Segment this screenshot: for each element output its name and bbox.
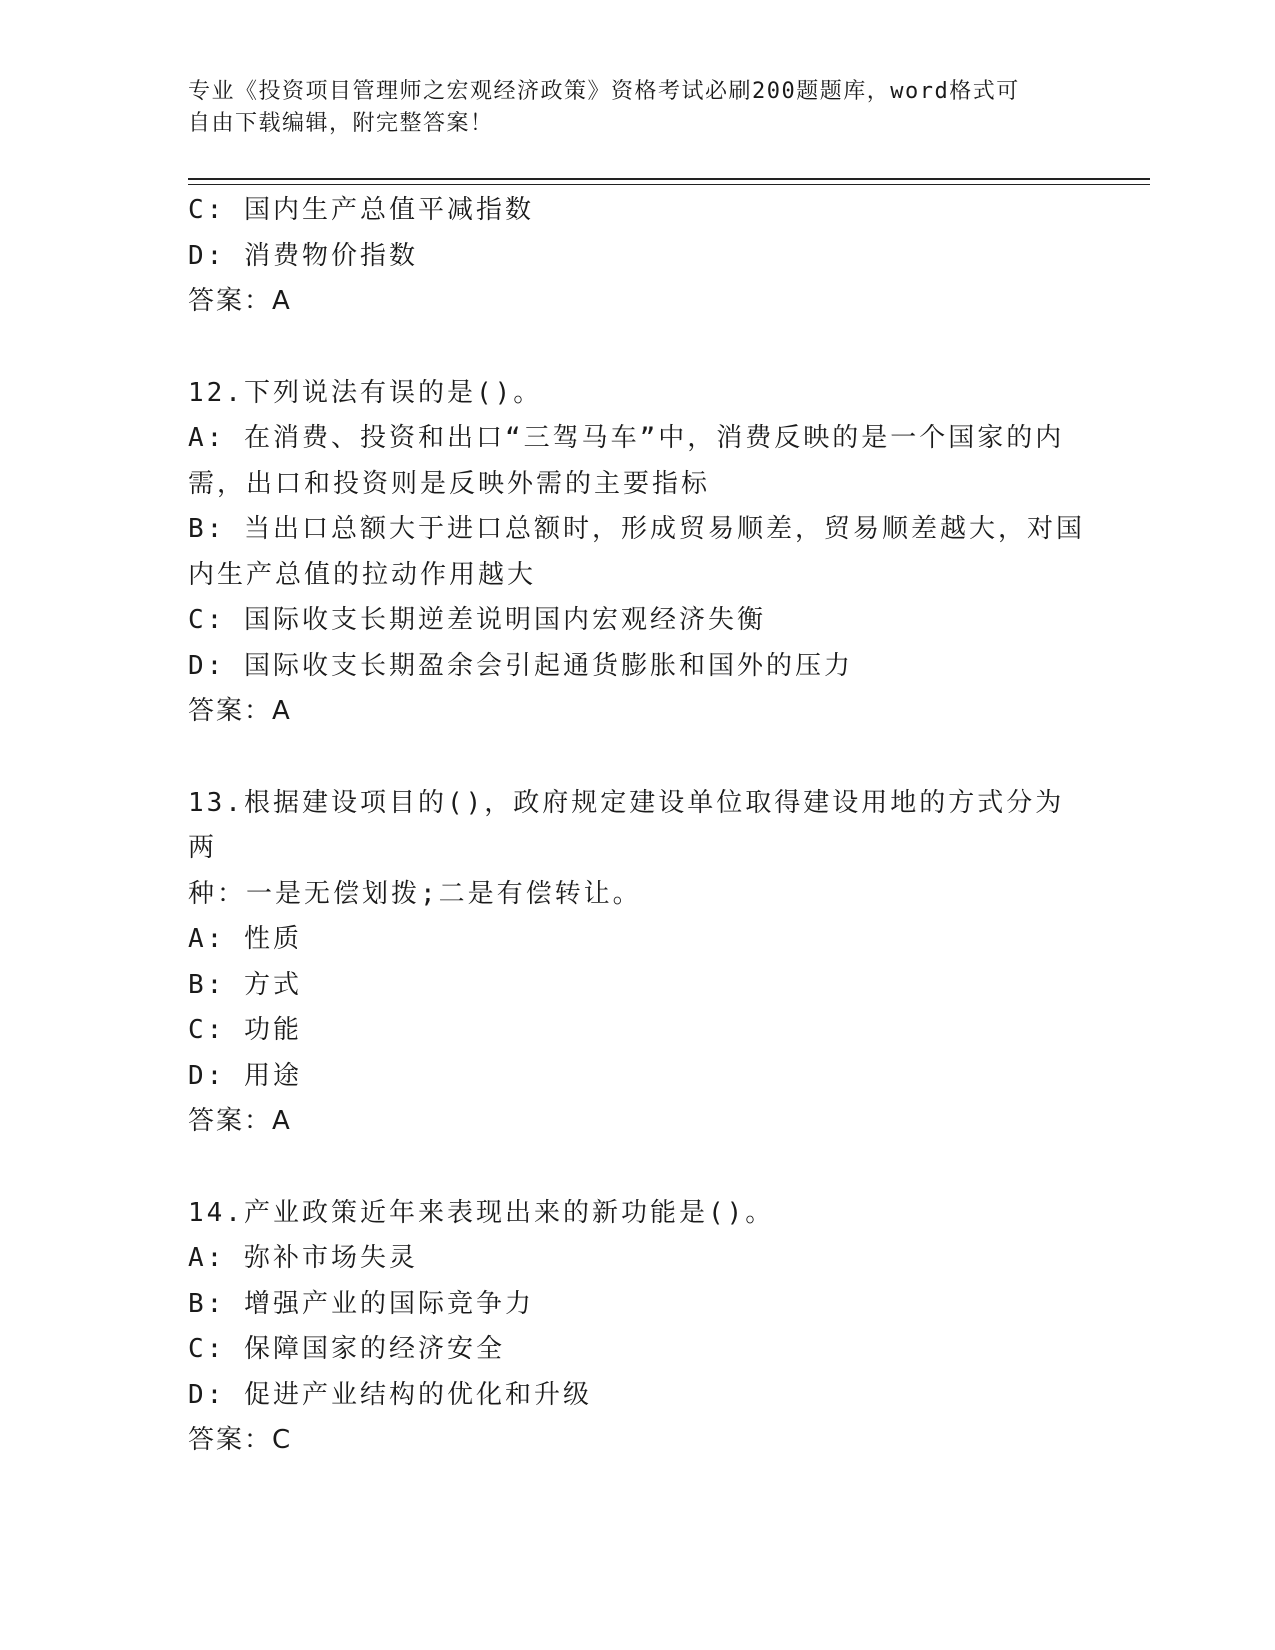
header-divider-thin [188, 184, 1150, 185]
question-stem: 12.下列说法有误的是()。 [188, 377, 543, 408]
question-14 [188, 1191, 1088, 1464]
option-line: D: 消费物价指数 [188, 240, 418, 271]
document-body [188, 188, 1088, 1464]
option-line: 需，出口和投资则是反映外需的主要指标 [188, 468, 711, 499]
question-13 [188, 781, 1088, 1145]
question-stem: 13.根据建设项目的()，政府规定建设单位取得建设用地的方式分为两 [188, 787, 1065, 863]
header-line-1: 专业《投资项目管理师之宏观经济政策》资格考试必刷200题题库，word格式可 [188, 79, 1020, 104]
previous-question-continuation [188, 188, 1088, 325]
header-divider-thick [188, 178, 1150, 180]
answer-line: 答案：A [188, 696, 292, 726]
option-line: D: 国际收支长期盈余会引起通货膨胀和国外的压力 [188, 650, 853, 681]
question-stem: 14.产业政策近年来表现出来的新功能是()。 [188, 1197, 775, 1228]
option-line: C: 国际收支长期逆差说明国内宏观经济失衡 [188, 605, 766, 635]
page-header [188, 76, 1068, 140]
option-line: C: 国内生产总值平减指数 [188, 195, 534, 225]
spacer [188, 1145, 1088, 1191]
spacer [188, 735, 1088, 781]
option-line: A: 在消费、投资和出口“三驾马车”中，消费反映的是一个国家的内 [188, 423, 1065, 453]
spacer [188, 325, 1088, 371]
option-line: A: 弥补市场失灵 [188, 1243, 418, 1273]
option-line: 内生产总值的拉动作用越大 [188, 559, 537, 590]
option-line: D: 促进产业结构的优化和升级 [188, 1379, 592, 1410]
answer-line: 答案：C [188, 1425, 293, 1455]
option-line: C: 功能 [188, 1015, 302, 1045]
option-line: B: 增强产业的国际竞争力 [188, 1288, 534, 1319]
option-line: A: 性质 [188, 924, 302, 954]
answer-line: 答案：A [188, 1106, 292, 1136]
answer-line: 答案：A [188, 286, 292, 316]
option-line: B: 方式 [188, 969, 302, 1000]
option-line: D: 用途 [188, 1060, 302, 1091]
option-line: C: 保障国家的经济安全 [188, 1334, 505, 1364]
question-12 [188, 371, 1088, 735]
header-line-2: 自由下载编辑，附完整答案！ [188, 111, 494, 136]
option-line: B: 当出口总额大于进口总额时，形成贸易顺差，贸易顺差越大，对国 [188, 514, 1085, 544]
question-stem: 种：一是无偿划拨;二是有偿转让。 [188, 878, 642, 909]
